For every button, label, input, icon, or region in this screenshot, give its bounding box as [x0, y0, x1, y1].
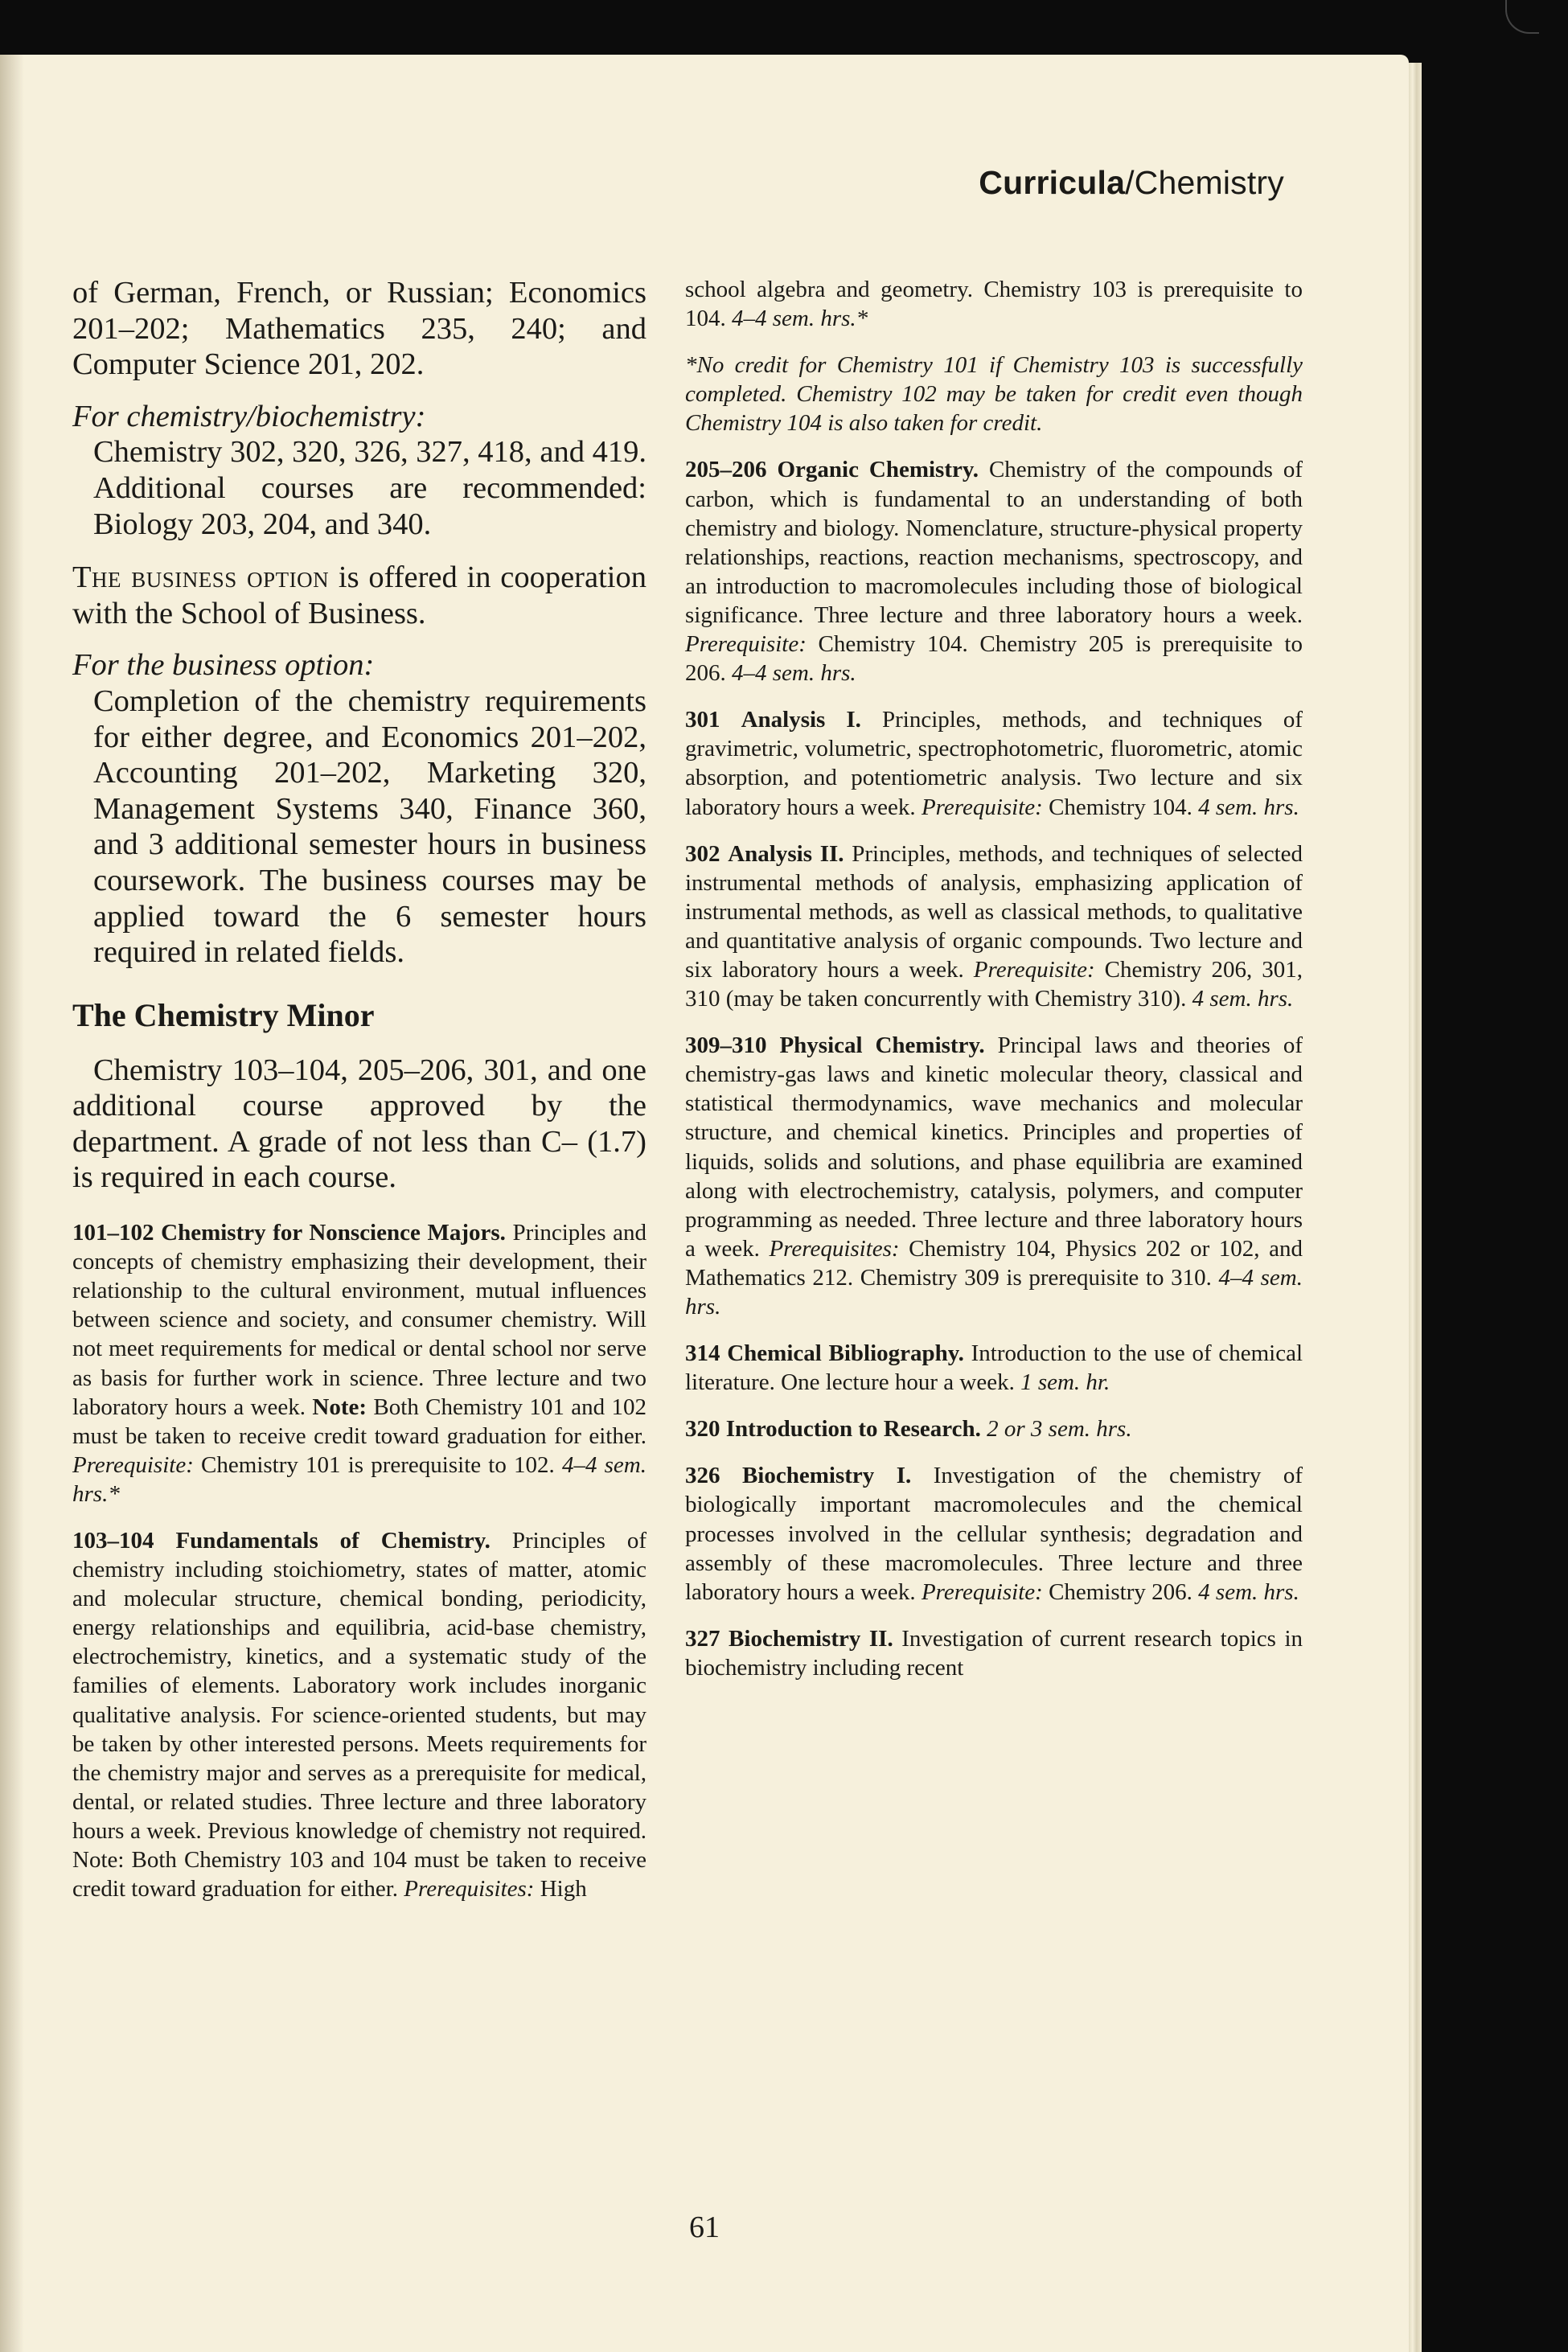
business-option-body: Completion of the chemistry requirements for either degree, and Economics 201–202, Accounting 201–202, Marketing 320, Management Systems 340, Finance 360, and 3 additional semester hours in business coursework. The business courses may be applied toward the 6 semester hours required in related fields. [93, 683, 646, 970]
paragraph-languages: of German, French, or Russian; Economics 201–202; Mathematics 235, 240; and Computer Science 201, 202. [72, 276, 646, 382]
business-option-label: For the business option: [72, 648, 375, 683]
course-number: 314 [685, 1340, 720, 1367]
course-title: Analysis I. [741, 707, 861, 733]
credit-hours: 1 sem. hr. [1020, 1369, 1110, 1396]
gutter-shadow [0, 55, 24, 2352]
credit-hours: 4–4 sem. hrs. [685, 1264, 1303, 1320]
corner-mark [1505, 0, 1539, 34]
course-number: 103–104 [72, 1528, 154, 1554]
course-number: 309–310 [685, 1032, 767, 1059]
course-description-cont: Both Chemistry 101 and 102 must be taken to receive credit toward graduation for either. [72, 1394, 646, 1449]
business-option-caps: The business option [72, 560, 330, 595]
note-label: Note: [312, 1394, 367, 1420]
running-head-section: Curricula [979, 164, 1126, 201]
course-205-206 [685, 455, 1303, 688]
course-number: 320 [685, 1416, 720, 1443]
course-320 [685, 1414, 1303, 1443]
course-314 [685, 1339, 1303, 1397]
course-title: Chemistry for Nonscience Majors. [161, 1220, 506, 1246]
page-number: 61 [689, 2210, 720, 2244]
course-description: Investigation of current research topics in biochemistry including recent [685, 1625, 1303, 1681]
credit-hours: 4 sem. hrs. [1192, 986, 1294, 1012]
prerequisite-label: Prerequisites: [769, 1235, 900, 1262]
prerequisite-label: Prerequisite: [921, 794, 1043, 820]
business-option-text: is offered in cooperation with the School of Business. [72, 560, 646, 630]
prerequisite-text: Chemistry 206. [1042, 1578, 1199, 1605]
course-title: Physical Chemistry. [779, 1032, 985, 1059]
course-302 [685, 839, 1303, 1014]
credit-hours: 4 sem. hrs. [1198, 1578, 1299, 1605]
chemistry-biochemistry-block [72, 399, 646, 542]
course-title: Analysis II. [728, 840, 844, 867]
prerequisite-label: Prerequisite: [921, 1578, 1043, 1605]
minor-heading: The Chemistry Minor [72, 996, 375, 1033]
prerequisite-label: Prerequisites: [404, 1876, 535, 1903]
footnote: *No credit for Chemistry 101 if Chemistry 103 is successfully completed. Chemistry 102 may be taken for credit even though Chemistry 104 is also taken for credit. [685, 352, 1303, 437]
course-101-102 [72, 1218, 646, 1508]
course-103-104-continued [685, 275, 1303, 333]
course-number: 327 [685, 1625, 720, 1652]
course-description: Principles of chemistry including stoichiometry, states of matter, atomic and molecular structure, chemical bonding, periodicity, energy relationships and equilibria, acid-base chemistry, electrochemistry, kinetics, and a systematic study of the families of elements. Laboratory work includes inorganic qualitative analysis. For science-oriented students, but may be taken by other interested persons. Meets requirements for the chemistry major and serves as a prerequisite for medical, dental, or related studies. Three lecture and three laboratory hours a week. Previous knowledge of chemistry not required. Note: Both Chemistry 103 and 104 must be taken to receive credit toward graduation for either. [72, 1528, 646, 1903]
course-number: 205–206 [685, 457, 767, 483]
chemistry-biochemistry-label: For chemistry/biochemistry: [72, 399, 426, 433]
course-327 [685, 1624, 1303, 1682]
prerequisite-label: Prerequisite: [685, 631, 807, 658]
prerequisite-text: Chemistry 206, 301, 310 (may be taken concurrently with Chemistry 310). [685, 956, 1303, 1012]
prerequisite-text: Chemistry 104. [1042, 794, 1199, 820]
course-description: Chemistry of the compounds of carbon, which is fundamental to an understanding of both chemistry and biology. Nomenclature, structure-physical property relationships, reactions, reaction mechanisms, spectroscopy, and an introduction to macromolecules including those of biological significance. Three lecture and three laboratory hours a week. [685, 457, 1303, 628]
course-title: Organic Chemistry. [777, 457, 979, 483]
credit-hours: 4–4 sem. hrs.* [732, 306, 868, 332]
course-number: 302 [685, 840, 720, 867]
right-column [685, 275, 1303, 1700]
left-column [72, 275, 646, 1921]
course-title: Chemical Bibliography. [727, 1340, 964, 1367]
course-309-310 [685, 1031, 1303, 1321]
continued-text: school algebra and geometry. Chemistry 103 is prerequisite to 104. [685, 277, 1303, 332]
credit-hours: 2 or 3 sem. hrs. [980, 1416, 1132, 1443]
course-title: Introduction to Research. [725, 1416, 981, 1443]
minor-body: Chemistry 103–104, 205–206, 301, and one additional course approved by the department. A grade of not less than C– (1.7) is required in each course. [72, 1053, 646, 1195]
course-number: 326 [685, 1463, 720, 1489]
prerequisite-text: High [534, 1876, 587, 1903]
course-description: Introduction to the use of chemical literature. One lecture hour a week. [685, 1340, 1303, 1396]
course-description: Principal laws and theories of chemistry-gas laws and kinetic molecular theory, classical and statistical thermodynamics, wave mechanics and molecular structure, and chemical kinetics. Principles and properties of liquids, solids and solutions, and phase equilibria are examined along with electrochemistry, catalysis, polymers, and computer programming as needed. Three lecture and three laboratory hours a week. [685, 1032, 1303, 1262]
business-option-block [72, 647, 646, 970]
running-head-subject: /Chemistry [1125, 164, 1284, 201]
credit-hours: 4 sem. hrs. [1198, 794, 1299, 820]
prerequisite-text: Chemistry 101 is prerequisite to 102. [193, 1451, 562, 1478]
course-title: Fundamentals of Chemistry. [175, 1528, 491, 1554]
course-326 [685, 1461, 1303, 1606]
course-title: Biochemistry I. [741, 1463, 912, 1489]
course-number: 301 [685, 707, 720, 733]
chemistry-biochemistry-body: Chemistry 302, 320, 326, 327, 418, and 419. Additional courses are recommended: Biology 203, 204, and 340. [93, 435, 646, 541]
prerequisite-label: Prerequisite: [973, 956, 1095, 983]
course-number: 101–102 [72, 1220, 154, 1246]
course-description: Principles and concepts of chemistry emphasizing their development, their relationship to the cultural environment, mutual influences between science and society, and consumer chemistry. Will not meet requirements for medical or dental school nor serve as basis for further work in science. Three lecture and two laboratory hours a week. [72, 1220, 647, 1420]
running-head [979, 164, 1284, 202]
page-edge [1409, 63, 1422, 2352]
credit-hours: 4–4 sem. hrs.* [72, 1451, 646, 1507]
course-301 [685, 705, 1303, 821]
business-option-paragraph [72, 560, 646, 631]
prerequisite-text: Chemistry 104. Chemistry 205 is prerequisite to 206. [685, 631, 1303, 687]
course-title: Biochemistry II. [729, 1625, 893, 1652]
prerequisite-text: Chemistry 104, Physics 202 or 102, and Mathematics 212. Chemistry 309 is prerequisite to 310. [685, 1235, 1303, 1291]
course-103-104 [72, 1526, 646, 1903]
course-description: Investigation of the chemistry of biologically important macromolecules and the chemical processes involved in the cellular synthesis; degradation and assembly of these macromolecules. Three lecture and three laboratory hours a week. [685, 1463, 1303, 1605]
prerequisite-label: Prerequisite: [72, 1451, 194, 1478]
credit-hours: 4–4 sem. hrs. [732, 660, 856, 687]
course-description: Principles, methods, and techniques of gravimetric, volumetric, spectrophotometric, fluorometric, atomic absorption, and potentiometric analysis. Two lecture and six laboratory hours a week. [685, 707, 1303, 820]
course-description: Principles, methods, and techniques of selected instrumental methods of analysis, emphasizing application of instrumental methods, as well as classical methods, to qualitative and quantitative analysis of organic compounds. Two lecture and six laboratory hours a week. [685, 840, 1303, 983]
